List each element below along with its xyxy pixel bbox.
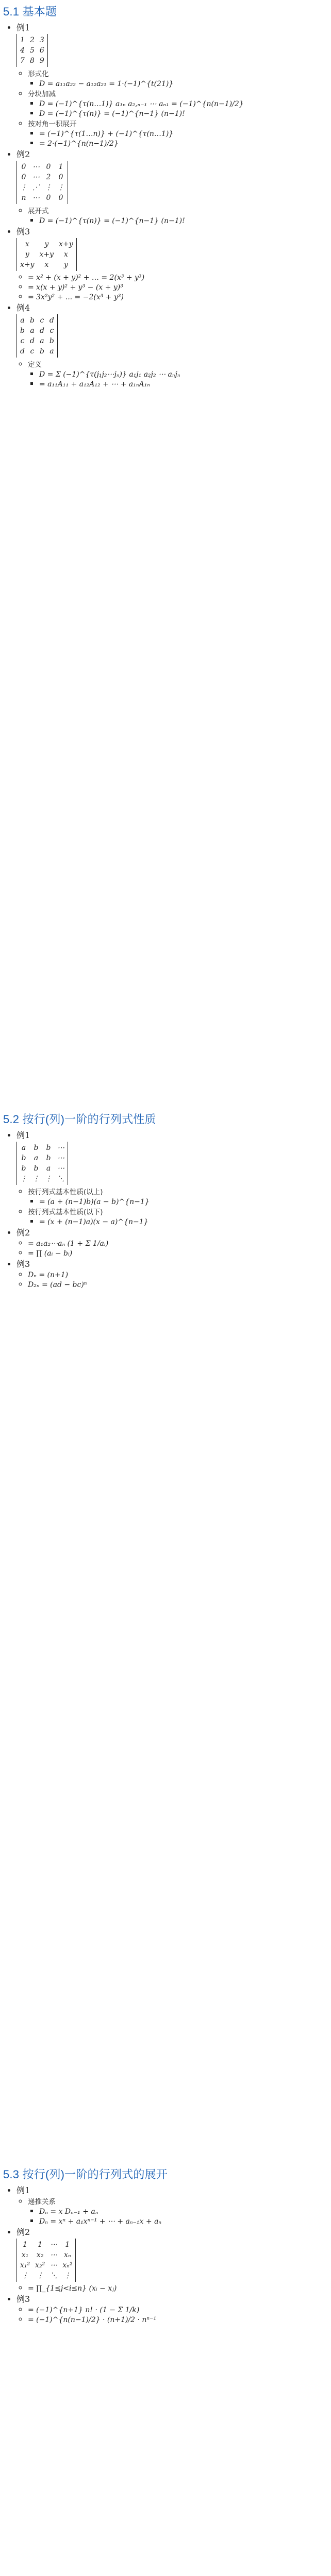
text: D = Σ (−1)^{τ(j₁j₂⋯jₙ)} a₁j₁ a₂j₂ ⋯ aₙjₙ — [39, 370, 180, 379]
text: ⋮ — [45, 1175, 52, 1183]
list — [16, 68, 328, 148]
text: x₂² — [35, 2261, 45, 2269]
text: b — [34, 1164, 39, 1173]
content-area-5-3 — [3, 2324, 328, 2576]
text: ⋯ — [50, 2241, 58, 2249]
text: 例1 — [16, 1130, 30, 1140]
list-5-3 — [3, 2184, 328, 2324]
text: ⋮ — [32, 1175, 40, 1183]
list-item — [28, 292, 328, 301]
text: 例2 — [16, 2227, 30, 2237]
list-item — [39, 1216, 328, 1226]
list-item — [28, 272, 328, 282]
section-title-5-1: 5.1 基本题 — [3, 5, 57, 18]
text: 按行列式基本性质(以上) — [28, 1188, 103, 1196]
text: a — [30, 327, 35, 335]
text: x+y — [39, 250, 54, 259]
list-item — [28, 68, 328, 88]
example-label: 例1 — [16, 23, 30, 32]
content-area-5-1 — [3, 388, 328, 1110]
list-5-2 — [3, 1129, 328, 1289]
text: d — [29, 337, 35, 345]
list-item — [16, 225, 328, 301]
determinant-bar — [74, 2239, 76, 2282]
text: = (−1)^{n(n−1)/2} · (n+1)/2 · nⁿ⁻¹ — [28, 2316, 157, 2324]
list-item — [28, 1279, 328, 1289]
text: b — [46, 1154, 51, 1162]
list-item — [16, 1129, 328, 1226]
text: x — [25, 240, 29, 248]
list-item — [39, 78, 328, 88]
text: = (−1)^{n+1} n! · (1 − Σ 1/k) — [28, 2306, 140, 2314]
text: a — [21, 1144, 26, 1152]
list-item — [28, 1206, 328, 1226]
list-item — [39, 2206, 328, 2216]
list-item — [39, 108, 328, 118]
text: c — [30, 347, 35, 355]
section-title-5-2: 5.2 按行(列)一阶的行列式性质 — [3, 1113, 156, 1126]
list-item — [16, 21, 328, 148]
matrix-row — [16, 314, 328, 358]
text: 0 — [58, 173, 63, 181]
text: ⋰ — [32, 183, 40, 192]
list-item — [28, 282, 328, 292]
example-label: 例3 — [16, 227, 30, 236]
determinant — [16, 238, 77, 271]
text: b — [49, 337, 54, 345]
text: b — [21, 1154, 26, 1162]
list-item — [28, 205, 328, 225]
list-item — [39, 2216, 328, 2226]
list-item — [16, 148, 328, 225]
list — [16, 205, 328, 225]
text: x+y — [59, 240, 73, 248]
list-item — [28, 1248, 328, 1258]
text: d — [49, 316, 54, 325]
text: ⋯ — [50, 2261, 58, 2269]
text: ⋯ — [32, 163, 40, 171]
determinant — [16, 161, 68, 204]
text: D = (−1)^{τ(n)} = (−1)^{n−1} (n−1)! — [39, 110, 185, 118]
list — [16, 2196, 328, 2226]
matrix-row — [16, 161, 328, 204]
text: Dₙ = (n+1) — [28, 1271, 69, 1279]
text: 按行列式基本性质(以下) — [28, 1208, 103, 1216]
text: ⋮ — [45, 183, 52, 192]
section-title-5-3: 5.3 按行(列)一阶的行列式的展开 — [3, 2168, 168, 2181]
text: 7 — [20, 57, 25, 65]
list — [28, 369, 328, 388]
text: = (−1)^{τ(1…n)} + (−1)^{τ(n…1)} — [39, 130, 174, 138]
list — [16, 2304, 328, 2324]
list-5-1 — [3, 21, 328, 388]
text: D = a₁₁a₂₂ − a₁₂a₂₁ = 1·(−1)^{t(21)} — [39, 80, 174, 88]
text: b — [34, 1144, 39, 1152]
text: 4 — [20, 46, 25, 55]
text: 8 — [29, 57, 35, 65]
determinant — [16, 34, 48, 67]
list-item — [28, 1238, 328, 1248]
determinant-bar — [46, 34, 48, 67]
text: 例3 — [16, 1259, 30, 1269]
text: b — [39, 347, 44, 355]
text: ⋱ — [57, 1175, 64, 1183]
text: 0 — [58, 194, 63, 202]
text: c — [40, 316, 44, 325]
text: = 3x²y² + ... = −2(x³ + y³) — [28, 293, 124, 301]
list-item — [39, 215, 328, 225]
list-item — [28, 88, 328, 118]
list — [28, 2206, 328, 2226]
list-item — [16, 2293, 328, 2324]
list-item — [28, 2304, 328, 2314]
text: D₂ₙ = (ad − bc)ⁿ — [28, 1281, 87, 1289]
text: b — [21, 1164, 26, 1173]
list — [16, 359, 328, 388]
text: 形式化 — [28, 70, 49, 78]
text: 0 — [21, 173, 26, 181]
text: y — [44, 240, 49, 248]
text: x — [63, 250, 68, 259]
text: 0 — [46, 163, 51, 171]
list — [28, 215, 328, 225]
text: 1 — [38, 2241, 43, 2249]
text: ⋯ — [57, 1144, 64, 1152]
list-item — [28, 1186, 328, 1206]
text: 2 — [29, 36, 35, 44]
text: ⋮ — [57, 183, 64, 192]
text: xₙ — [64, 2251, 71, 2259]
text: 展开式 — [28, 207, 49, 215]
text: b — [29, 316, 35, 325]
determinant — [16, 1142, 68, 1185]
determinant — [16, 314, 58, 358]
text: 例3 — [16, 2294, 30, 2304]
list-item — [16, 2184, 328, 2226]
text: x — [44, 261, 49, 269]
text: d — [20, 347, 25, 355]
determinant-bar — [56, 314, 58, 358]
content-area-5-2 — [3, 1289, 328, 2165]
text: ⋮ — [63, 2272, 71, 2280]
list — [16, 272, 328, 301]
determinant — [16, 2239, 76, 2282]
list — [28, 98, 328, 118]
text: 分块加减 — [28, 90, 56, 98]
text: n — [21, 194, 26, 202]
text: = x² + (x + y)² + … = 2(x³ + y³) — [28, 274, 145, 282]
text: D = (−1)^{τ(n)} = (−1)^{n−1} (n−1)! — [39, 217, 185, 225]
matrix-row — [16, 238, 328, 271]
list — [16, 1238, 328, 1258]
text: a — [40, 337, 44, 345]
list — [16, 2283, 328, 2293]
text: Dₙ = xⁿ + a₁xⁿ⁻¹ + ⋯ + aₙ₋₁x + aₙ — [39, 2217, 162, 2226]
text: a — [49, 347, 54, 355]
list-item — [39, 128, 328, 138]
list — [16, 1186, 328, 1226]
text: ⋯ — [50, 2251, 58, 2259]
text: x₂ — [36, 2251, 44, 2259]
text: = x(x + y)² + y³ − (x + y)³ — [28, 283, 123, 292]
list-item — [16, 2226, 328, 2293]
text: ⋱ — [50, 2272, 58, 2280]
text: c — [20, 337, 25, 345]
text: b — [20, 327, 25, 335]
text: 递推关系 — [28, 2198, 56, 2206]
list — [28, 1196, 328, 1206]
text: 例1 — [16, 2185, 30, 2195]
matrix-row — [16, 34, 328, 67]
list-item — [28, 118, 328, 148]
text: = ∏ (aᵢ − bᵢ) — [28, 1249, 73, 1258]
matrix-grid — [18, 314, 56, 358]
matrix-grid — [18, 238, 75, 271]
text: 5 — [29, 46, 35, 55]
text: 定义 — [28, 361, 42, 369]
text: 6 — [39, 46, 44, 55]
list — [16, 1269, 328, 1289]
text: ⋮ — [20, 1175, 27, 1183]
determinant-bar — [67, 161, 68, 204]
list — [28, 128, 328, 148]
text: Dₙ = x Dₙ₋₁ + aₙ — [39, 2208, 98, 2216]
matrix-grid — [18, 1142, 67, 1185]
list — [28, 78, 328, 88]
text: 9 — [39, 57, 44, 65]
text: = a₁₁A₁₁ + a₁₂A₁₂ + ⋯ + a₁ₙA₁ₙ — [39, 380, 150, 388]
list — [28, 1216, 328, 1226]
list-item — [39, 369, 328, 379]
text: x₁ — [21, 2251, 29, 2259]
text: ⋮ — [20, 183, 27, 192]
text: 0 — [21, 163, 26, 171]
list-item — [28, 1269, 328, 1279]
text: c — [49, 327, 54, 335]
list-item — [16, 1226, 328, 1258]
text: = 2·(−1)^{n(n−1)/2} — [39, 140, 119, 148]
list-item — [16, 301, 328, 388]
text: d — [39, 327, 44, 335]
text: 1 — [65, 2241, 70, 2249]
text: D = (−1)^{τ(n…1)} a₁ₙ a₂,ₙ₋₁ ⋯ aₙ₁ = (−1)^{n(n−1)/2} — [39, 100, 244, 108]
text: x₁² — [20, 2261, 30, 2269]
determinant-bar — [67, 1142, 68, 1185]
list-item — [28, 2196, 328, 2226]
text: y — [63, 261, 68, 269]
text: = a₁a₂⋯aₙ (1 + Σ 1/aᵢ) — [28, 1240, 109, 1248]
text: xₙ² — [62, 2261, 73, 2269]
text: ⋮ — [21, 2272, 29, 2280]
text: x+y — [20, 261, 35, 269]
text: 1 — [58, 163, 63, 171]
list-item — [39, 379, 328, 388]
text: 1 — [23, 2241, 28, 2249]
text: 0 — [46, 194, 51, 202]
list-item — [28, 2314, 328, 2324]
matrix-row — [16, 2239, 328, 2282]
text: ⋯ — [32, 173, 40, 181]
matrix-row — [16, 1142, 328, 1185]
text: a — [34, 1154, 39, 1162]
text: 例2 — [16, 1228, 30, 1238]
text: b — [46, 1144, 51, 1152]
text: a — [20, 316, 25, 325]
text: 按对角一积展开 — [28, 120, 77, 128]
list-item — [28, 2283, 328, 2293]
text: y — [25, 250, 29, 259]
determinant-bar — [75, 238, 77, 271]
example-label: 例4 — [16, 303, 30, 313]
matrix-grid — [18, 161, 67, 204]
matrix-grid — [18, 34, 46, 67]
matrix-grid — [18, 2239, 74, 2282]
list-item — [16, 1258, 328, 1289]
list-item — [28, 359, 328, 388]
text: = ∏_{1≤j<i≤n} (xᵢ − xⱼ) — [28, 2284, 117, 2293]
text: ⋯ — [32, 194, 40, 202]
text: = (a + (n−1)b)(a − b)^{n−1} — [39, 1198, 150, 1206]
text: a — [46, 1164, 51, 1173]
text: ⋮ — [36, 2272, 44, 2280]
list-item — [39, 138, 328, 148]
text: ⋯ — [57, 1164, 64, 1173]
text: 3 — [39, 36, 44, 44]
text: ⋯ — [57, 1154, 64, 1162]
text: 2 — [46, 173, 51, 181]
list-item — [39, 1196, 328, 1206]
text: = (x + (n−1)a)(x − a)^{n−1} — [39, 1218, 148, 1226]
list-item — [39, 98, 328, 108]
example-label: 例2 — [16, 149, 30, 159]
text: 1 — [20, 36, 25, 44]
